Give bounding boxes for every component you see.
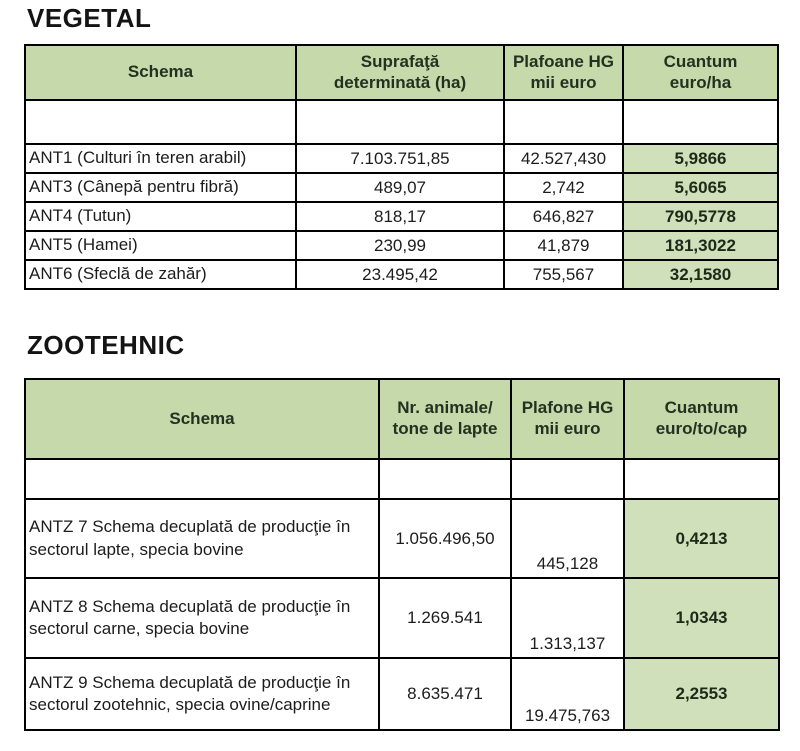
cell-cuantum: 1,0343	[624, 578, 779, 658]
table-row-ant3	[25, 173, 778, 202]
cell-suprafata: 230,99	[296, 231, 504, 260]
table-row-ant5	[25, 231, 778, 260]
header-cell-plafoane: Plafoane HG mii euro	[504, 45, 623, 100]
cell-suprafata: 23.495,42	[296, 260, 504, 289]
header-cell-cuantum: Cuantum euro/ha	[623, 45, 778, 100]
vegetal-table	[24, 44, 779, 290]
cell-schema: ANT3 (Cânepă pentru fibră)	[25, 173, 296, 202]
zootehnic-section-title: ZOOTEHNIC	[27, 330, 185, 360]
cell-animale: 1.269.541	[379, 578, 511, 658]
cell-schema: ANTZ 7 Schema decuplată de producţie în sectorul lapte, specia bovine	[25, 499, 379, 578]
cell-animale: 1.056.496,50	[379, 499, 511, 578]
table-row-ant6	[25, 260, 778, 289]
header-cell-schema: Schema	[25, 379, 379, 459]
cell-plafone: 1.313,137	[511, 578, 624, 658]
vegetal-header-row	[25, 45, 778, 100]
cell-schema: ANTZ 9 Schema decuplată de producţie în sectorul zootehnic, specia ovine/caprine	[25, 658, 379, 730]
cell-cuantum: 2,2553	[624, 658, 779, 730]
empty-cell	[379, 459, 511, 499]
cell-cuantum: 181,3022	[623, 231, 778, 260]
empty-cell	[511, 459, 624, 499]
cell-plafoane: 646,827	[504, 202, 623, 231]
vegetal-empty-row	[25, 100, 778, 144]
header-cell-cuantum: Cuantum euro/to/cap	[624, 379, 779, 459]
header-cell-suprafata: Suprafaţă determinată (ha)	[296, 45, 504, 100]
cell-animale: 8.635.471	[379, 658, 511, 730]
empty-cell	[504, 100, 623, 144]
header-cell-animale: Nr. animale/ tone de lapte	[379, 379, 511, 459]
header-cell-schema: Schema	[25, 45, 296, 100]
zootehnic-header-row	[25, 379, 779, 459]
cell-suprafata: 489,07	[296, 173, 504, 202]
empty-cell	[624, 459, 779, 499]
cell-cuantum: 5,9866	[623, 144, 778, 173]
cell-cuantum: 5,6065	[623, 173, 778, 202]
cell-schema: ANT1 (Culturi în teren arabil)	[25, 144, 296, 173]
cell-suprafata: 7.103.751,85	[296, 144, 504, 173]
cell-plafoane: 2,742	[504, 173, 623, 202]
table-row-ant4	[25, 202, 778, 231]
cell-schema: ANT6 (Sfeclă de zahăr)	[25, 260, 296, 289]
cell-schema: ANT4 (Tutun)	[25, 202, 296, 231]
table-row-antz8	[25, 578, 779, 658]
cell-schema: ANT5 (Hamei)	[25, 231, 296, 260]
cell-suprafata: 818,17	[296, 202, 504, 231]
cell-cuantum: 790,5778	[623, 202, 778, 231]
cell-plafoane: 42.527,430	[504, 144, 623, 173]
empty-cell	[296, 100, 504, 144]
zootehnic-empty-row	[25, 459, 779, 499]
cell-schema: ANTZ 8 Schema decuplată de producţie în sectorul carne, specia bovine	[25, 578, 379, 658]
empty-cell	[25, 459, 379, 499]
empty-cell	[25, 100, 296, 144]
cell-cuantum: 0,4213	[624, 499, 779, 578]
cell-plafoane: 41,879	[504, 231, 623, 260]
cell-plafone: 19.475,763	[511, 658, 624, 730]
table-row-ant1	[25, 144, 778, 173]
table-row-antz7	[25, 499, 779, 578]
cell-plafoane: 755,567	[504, 260, 623, 289]
cell-plafone: 445,128	[511, 499, 624, 578]
table-row-antz9	[25, 658, 779, 730]
zootehnic-table	[24, 378, 780, 731]
vegetal-section-title: VEGETAL	[27, 3, 152, 33]
header-cell-plafone: Plafone HG mii euro	[511, 379, 624, 459]
cell-cuantum: 32,1580	[623, 260, 778, 289]
empty-cell	[623, 100, 778, 144]
